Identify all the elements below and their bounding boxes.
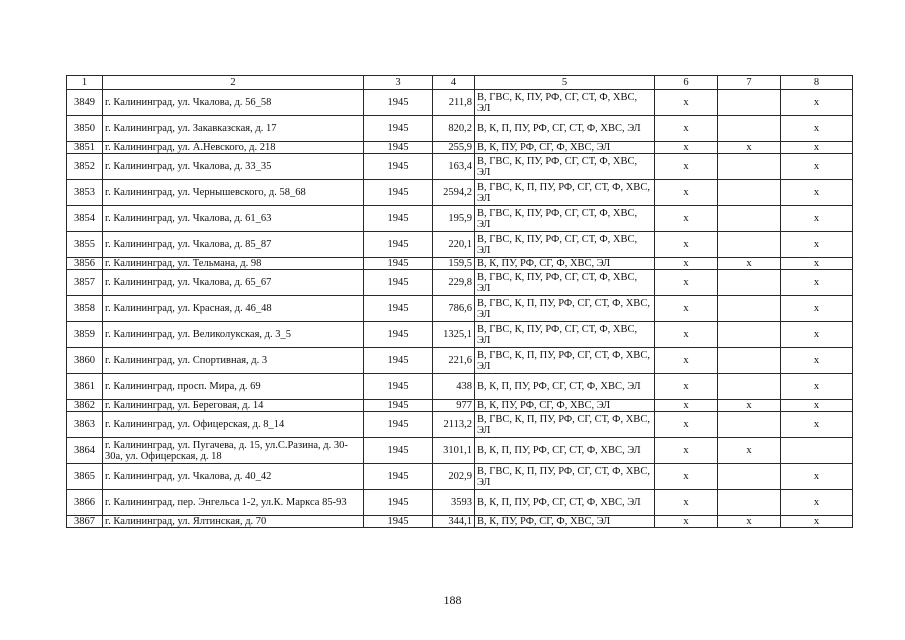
- table-row: [67, 154, 853, 180]
- engineering-cell: В, К, П, ПУ, РФ, СГ, СТ, Ф, ХВС, ЭЛ: [475, 116, 655, 142]
- engineering-cell: В, ГВС, К, П, ПУ, РФ, СГ, СТ, Ф, ХВС, ЭЛ: [475, 348, 655, 374]
- engineering-cell: В, ГВС, К, ПУ, РФ, СГ, СТ, Ф, ХВС, ЭЛ: [475, 90, 655, 116]
- table-row: [67, 400, 853, 412]
- year-cell: 1945: [364, 348, 433, 374]
- col7-mark: x: [718, 516, 781, 528]
- col6-mark: x: [655, 400, 718, 412]
- col8-mark: x: [781, 516, 853, 528]
- col8-mark: x: [781, 270, 853, 296]
- column-header: 1: [67, 76, 103, 90]
- year-cell: 1945: [364, 374, 433, 400]
- col6-mark: x: [655, 322, 718, 348]
- col6-mark: x: [655, 206, 718, 232]
- address-cell: г. Калининград, пер. Энгельса 1-2, ул.К. Маркса 85-93: [103, 490, 364, 516]
- col6-mark: x: [655, 296, 718, 322]
- engineering-cell: В, К, П, ПУ, РФ, СГ, СТ, Ф, ХВС, ЭЛ: [475, 490, 655, 516]
- column-header: 5: [475, 76, 655, 90]
- area-cell: 195,9: [433, 206, 475, 232]
- year-cell: 1945: [364, 90, 433, 116]
- address-cell: г. Калининград, ул. Ялтинская, д. 70: [103, 516, 364, 528]
- engineering-cell: В, К, ПУ, РФ, СГ, Ф, ХВС, ЭЛ: [475, 516, 655, 528]
- engineering-cell: В, ГВС, К, ПУ, РФ, СГ, СТ, Ф, ХВС, ЭЛ: [475, 154, 655, 180]
- col7-mark: x: [718, 258, 781, 270]
- year-cell: 1945: [364, 322, 433, 348]
- col6-mark: x: [655, 180, 718, 206]
- row-number: 3864: [67, 438, 103, 464]
- year-cell: 1945: [364, 400, 433, 412]
- row-number: 3856: [67, 258, 103, 270]
- column-header: 4: [433, 76, 475, 90]
- engineering-cell: В, ГВС, К, ПУ, РФ, СГ, СТ, Ф, ХВС, ЭЛ: [475, 270, 655, 296]
- table-row: [67, 464, 853, 490]
- area-cell: 221,6: [433, 348, 475, 374]
- address-cell: г. Калининград, ул. Великолукская, д. 3_5: [103, 322, 364, 348]
- engineering-cell: В, ГВС, К, П, ПУ, РФ, СГ, СТ, Ф, ХВС, ЭЛ: [475, 412, 655, 438]
- column-header: 3: [364, 76, 433, 90]
- row-number: 3862: [67, 400, 103, 412]
- engineering-cell: В, К, П, ПУ, РФ, СГ, СТ, Ф, ХВС, ЭЛ: [475, 438, 655, 464]
- row-number: 3855: [67, 232, 103, 258]
- col7-mark: x: [718, 142, 781, 154]
- table-row: [67, 270, 853, 296]
- area-cell: 2594,2: [433, 180, 475, 206]
- area-cell: 977: [433, 400, 475, 412]
- header-row: [67, 76, 853, 90]
- row-number: 3853: [67, 180, 103, 206]
- col8-mark: x: [781, 180, 853, 206]
- engineering-cell: В, ГВС, К, ПУ, РФ, СГ, СТ, Ф, ХВС, ЭЛ: [475, 206, 655, 232]
- engineering-cell: В, ГВС, К, П, ПУ, РФ, СГ, СТ, Ф, ХВС, ЭЛ: [475, 464, 655, 490]
- col6-mark: x: [655, 258, 718, 270]
- year-cell: 1945: [364, 142, 433, 154]
- col8-mark: x: [781, 322, 853, 348]
- year-cell: 1945: [364, 516, 433, 528]
- col7-mark: [718, 464, 781, 490]
- col6-mark: x: [655, 516, 718, 528]
- col8-mark: x: [781, 374, 853, 400]
- col7-mark: [718, 374, 781, 400]
- year-cell: 1945: [364, 270, 433, 296]
- col6-mark: x: [655, 348, 718, 374]
- year-cell: 1945: [364, 180, 433, 206]
- address-cell: г. Калининград, ул. Чкалова, д. 61_63: [103, 206, 364, 232]
- col7-mark: [718, 490, 781, 516]
- col6-mark: x: [655, 490, 718, 516]
- col7-mark: x: [718, 400, 781, 412]
- address-cell: г. Калининград, ул. Красная, д. 46_48: [103, 296, 364, 322]
- col8-mark: x: [781, 116, 853, 142]
- address-cell: г. Калининград, ул. Чкалова, д. 33_35: [103, 154, 364, 180]
- table-row: [67, 90, 853, 116]
- table-row: [67, 258, 853, 270]
- area-cell: 2113,2: [433, 412, 475, 438]
- column-header: 2: [103, 76, 364, 90]
- row-number: 3858: [67, 296, 103, 322]
- row-number: 3854: [67, 206, 103, 232]
- col6-mark: x: [655, 412, 718, 438]
- col8-mark: x: [781, 90, 853, 116]
- area-cell: 786,6: [433, 296, 475, 322]
- table-row: [67, 296, 853, 322]
- row-number: 3852: [67, 154, 103, 180]
- col7-mark: [718, 348, 781, 374]
- row-number: 3857: [67, 270, 103, 296]
- address-cell: г. Калининград, ул. Береговая, д. 14: [103, 400, 364, 412]
- column-header: 6: [655, 76, 718, 90]
- area-cell: 202,9: [433, 464, 475, 490]
- col7-mark: [718, 180, 781, 206]
- col7-mark: [718, 412, 781, 438]
- address-cell: г. Калининград, ул. Спортивная, д. 3: [103, 348, 364, 374]
- table-row: [67, 116, 853, 142]
- col6-mark: x: [655, 374, 718, 400]
- area-cell: 1325,1: [433, 322, 475, 348]
- column-header: 8: [781, 76, 853, 90]
- engineering-cell: В, К, П, ПУ, РФ, СГ, СТ, Ф, ХВС, ЭЛ: [475, 374, 655, 400]
- column-header: 7: [718, 76, 781, 90]
- col7-mark: [718, 116, 781, 142]
- row-number: 3863: [67, 412, 103, 438]
- col7-mark: x: [718, 438, 781, 464]
- engineering-cell: В, К, ПУ, РФ, СГ, Ф, ХВС, ЭЛ: [475, 142, 655, 154]
- col8-mark: x: [781, 258, 853, 270]
- table-row: [67, 490, 853, 516]
- row-number: 3851: [67, 142, 103, 154]
- col6-mark: x: [655, 154, 718, 180]
- year-cell: 1945: [364, 154, 433, 180]
- col7-mark: [718, 206, 781, 232]
- col7-mark: [718, 322, 781, 348]
- table-row: [67, 206, 853, 232]
- table-row: [67, 412, 853, 438]
- address-cell: г. Калининград, ул. Пугачева, д. 15, ул.С.Разина, д. 30-30а, ул. Офицерская, д. 18: [103, 438, 364, 464]
- row-number: 3867: [67, 516, 103, 528]
- engineering-cell: В, ГВС, К, ПУ, РФ, СГ, СТ, Ф, ХВС, ЭЛ: [475, 322, 655, 348]
- year-cell: 1945: [364, 116, 433, 142]
- col6-mark: x: [655, 90, 718, 116]
- col8-mark: x: [781, 490, 853, 516]
- col7-mark: [718, 270, 781, 296]
- table-row: [67, 180, 853, 206]
- col6-mark: x: [655, 438, 718, 464]
- col7-mark: [718, 154, 781, 180]
- col7-mark: [718, 90, 781, 116]
- col8-mark: x: [781, 296, 853, 322]
- col6-mark: x: [655, 232, 718, 258]
- address-cell: г. Калининград, просп. Мира, д. 69: [103, 374, 364, 400]
- area-cell: 220,1: [433, 232, 475, 258]
- address-cell: г. Калининград, ул. Закавказская, д. 17: [103, 116, 364, 142]
- area-cell: 438: [433, 374, 475, 400]
- address-cell: г. Калининград, ул. Чернышевского, д. 58_68: [103, 180, 364, 206]
- area-cell: 3593: [433, 490, 475, 516]
- table-row: [67, 348, 853, 374]
- address-cell: г. Калининград, ул. А.Невского, д. 218: [103, 142, 364, 154]
- year-cell: 1945: [364, 296, 433, 322]
- year-cell: 1945: [364, 258, 433, 270]
- row-number: 3859: [67, 322, 103, 348]
- area-cell: 3101,1: [433, 438, 475, 464]
- col7-mark: [718, 232, 781, 258]
- engineering-cell: В, ГВС, К, П, ПУ, РФ, СГ, СТ, Ф, ХВС, ЭЛ: [475, 296, 655, 322]
- housing-register-table: [66, 75, 853, 528]
- area-cell: 211,8: [433, 90, 475, 116]
- col8-mark: x: [781, 348, 853, 374]
- col7-mark: [718, 296, 781, 322]
- col6-mark: x: [655, 142, 718, 154]
- area-cell: 344,1: [433, 516, 475, 528]
- address-cell: г. Калининград, ул. Офицерская, д. 8_14: [103, 412, 364, 438]
- page-number: 188: [443, 593, 462, 607]
- area-cell: 159,5: [433, 258, 475, 270]
- table-row: [67, 374, 853, 400]
- col8-mark: x: [781, 400, 853, 412]
- row-number: 3866: [67, 490, 103, 516]
- year-cell: 1945: [364, 232, 433, 258]
- area-cell: 229,8: [433, 270, 475, 296]
- col8-mark: x: [781, 206, 853, 232]
- table-row: [67, 516, 853, 528]
- year-cell: 1945: [364, 412, 433, 438]
- address-cell: г. Калининград, ул. Чкалова, д. 40_42: [103, 464, 364, 490]
- row-number: 3860: [67, 348, 103, 374]
- engineering-cell: В, ГВС, К, П, ПУ, РФ, СГ, СТ, Ф, ХВС, ЭЛ: [475, 180, 655, 206]
- table-row: [67, 232, 853, 258]
- col8-mark: x: [781, 142, 853, 154]
- row-number: 3850: [67, 116, 103, 142]
- col6-mark: x: [655, 464, 718, 490]
- col6-mark: x: [655, 116, 718, 142]
- engineering-cell: В, К, ПУ, РФ, СГ, Ф, ХВС, ЭЛ: [475, 400, 655, 412]
- year-cell: 1945: [364, 206, 433, 232]
- col8-mark: x: [781, 464, 853, 490]
- row-number: 3849: [67, 90, 103, 116]
- year-cell: 1945: [364, 438, 433, 464]
- table-row: [67, 438, 853, 464]
- address-cell: г. Калининград, ул. Чкалова, д. 65_67: [103, 270, 364, 296]
- col8-mark: [781, 438, 853, 464]
- address-cell: г. Калининград, ул. Чкалова, д. 56_58: [103, 90, 364, 116]
- address-cell: г. Калининград, ул. Чкалова, д. 85_87: [103, 232, 364, 258]
- address-cell: г. Калининград, ул. Тельмана, д. 98: [103, 258, 364, 270]
- col6-mark: x: [655, 270, 718, 296]
- col8-mark: x: [781, 412, 853, 438]
- table-row: [67, 322, 853, 348]
- year-cell: 1945: [364, 490, 433, 516]
- table-row: [67, 142, 853, 154]
- col8-mark: x: [781, 154, 853, 180]
- col8-mark: x: [781, 232, 853, 258]
- area-cell: 820,2: [433, 116, 475, 142]
- row-number: 3865: [67, 464, 103, 490]
- area-cell: 255,9: [433, 142, 475, 154]
- row-number: 3861: [67, 374, 103, 400]
- engineering-cell: В, К, ПУ, РФ, СГ, Ф, ХВС, ЭЛ: [475, 258, 655, 270]
- engineering-cell: В, ГВС, К, ПУ, РФ, СГ, СТ, Ф, ХВС, ЭЛ: [475, 232, 655, 258]
- area-cell: 163,4: [433, 154, 475, 180]
- year-cell: 1945: [364, 464, 433, 490]
